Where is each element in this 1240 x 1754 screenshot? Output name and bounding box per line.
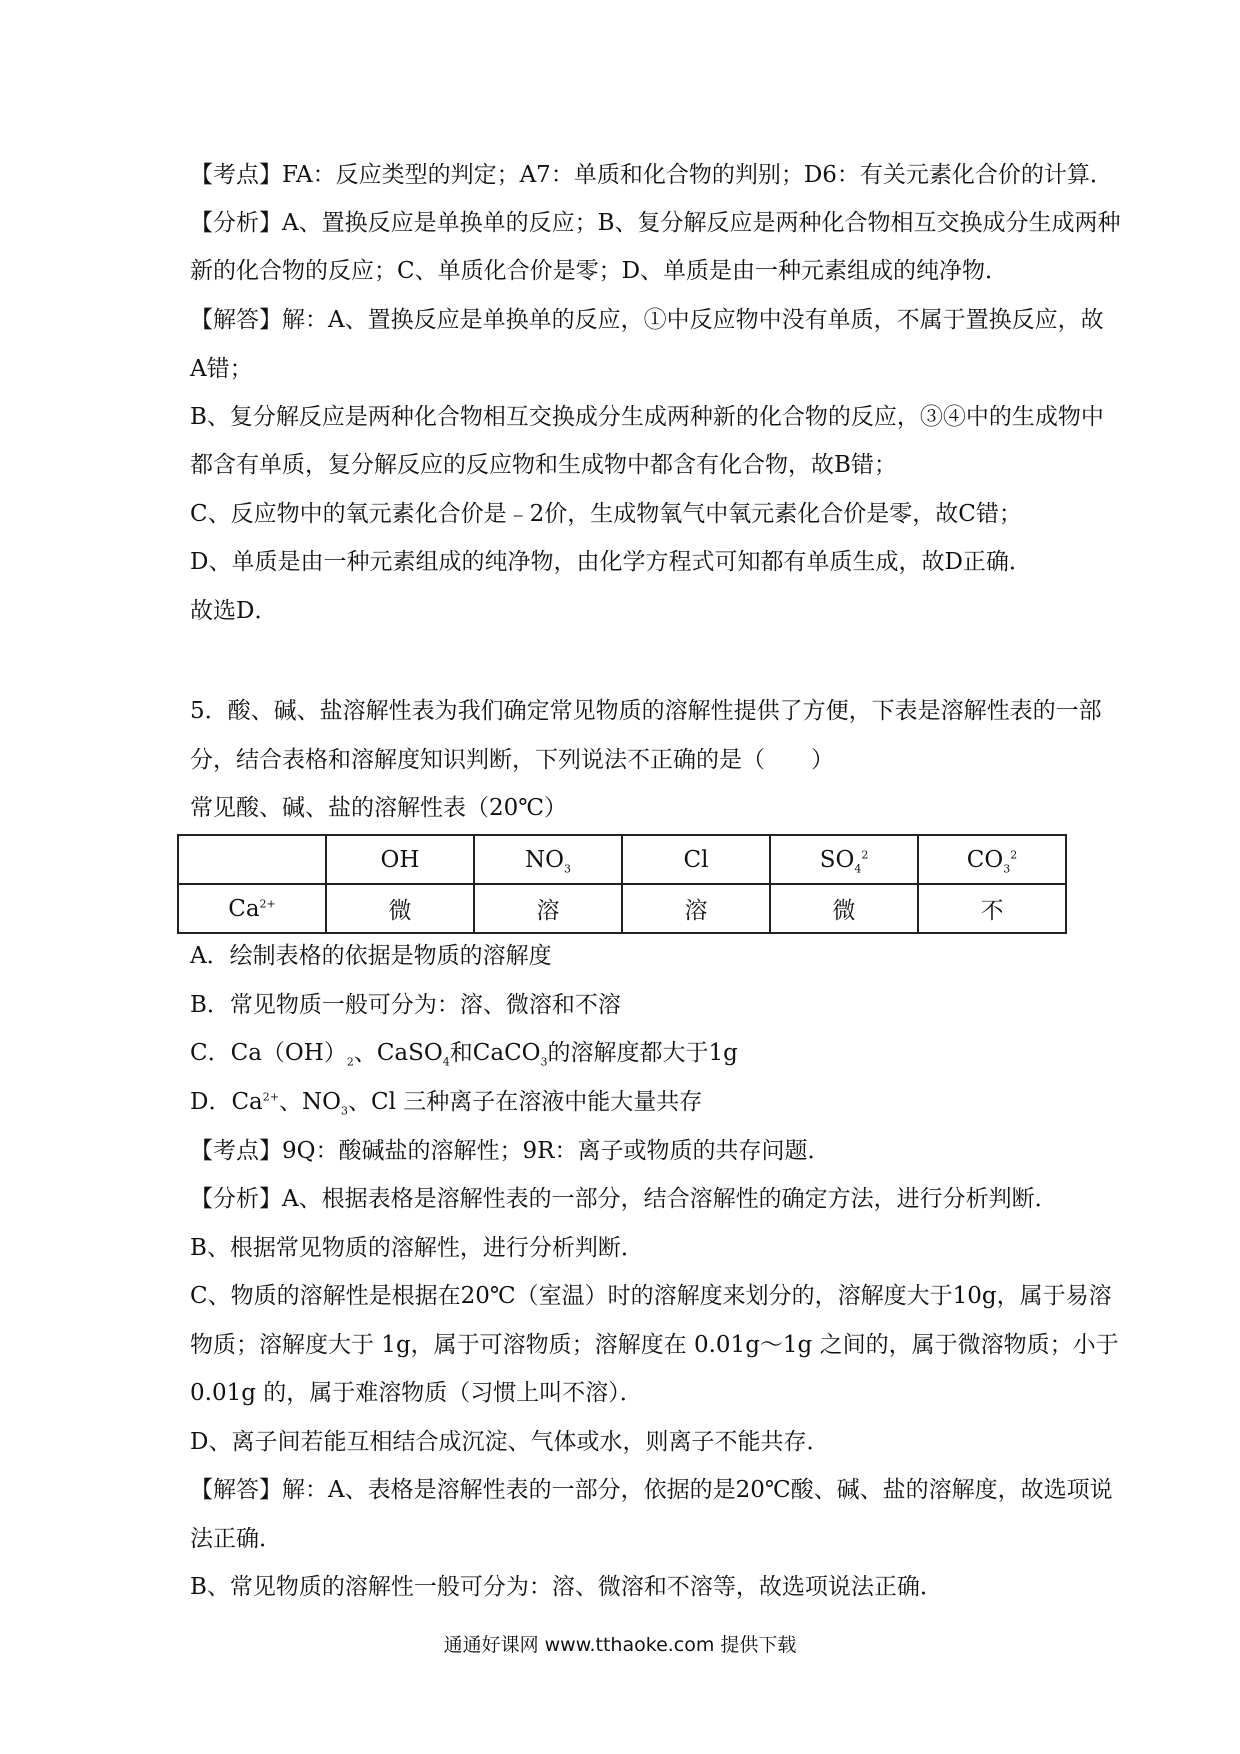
table-cell: 微 — [326, 884, 474, 933]
table-header-cell: $NO_3$ — [474, 835, 622, 884]
page-footer: 通通好课网 www.tthaoke.com 提供下载 — [443, 1634, 797, 1656]
q5-option-b: B．常见物质一般可分为：溶、微溶和不溶 — [190, 992, 621, 1018]
q5-jieda-line-2: 法正确． — [190, 1526, 282, 1552]
q5-fenxi-line-5: 0.01g 的，属于难溶物质（习惯上叫不溶）． — [190, 1380, 643, 1406]
table-header-cell: Cl — [622, 835, 770, 884]
q4-jieda-line-4: 都含有单质，复分解反应的反应物和生成物中都含有化合物，故B错； — [190, 452, 897, 478]
q5-fenxi-line-3: C、物质的溶解性是根据在20℃（室温）时的溶解度来划分的，溶解度大于10g，属于易溶 — [190, 1283, 1112, 1309]
q5-jieda-line-3: B、常见物质的溶解性一般可分为：溶、微溶和不溶等，故选项说法正确． — [190, 1574, 943, 1600]
table-cell: 微 — [770, 884, 918, 933]
q5-kaodian: 【考点】9Q：酸碱盐的溶解性；9R：离子或物质的共存问题． — [190, 1138, 831, 1164]
q5-fenxi-line-1: 【分析】A、根据表格是溶解性表的一部分，结合溶解性的确定方法，进行分析判断． — [190, 1186, 1058, 1212]
table-cell: 溶 — [622, 884, 770, 933]
q4-jieda-line-2: A错； — [190, 356, 253, 382]
table-row — [178, 884, 1066, 933]
table-row-label: $Ca^{2+}$ — [178, 884, 326, 933]
q5-option-c: C．$Ca(OH)_2$、CaSO$_4$和CaCO$_3$的溶解度都大于1g — [190, 1040, 738, 1069]
q5-fenxi-line-6: D、离子间若能互相结合成沉淀、气体或水，则离子不能共存． — [190, 1429, 830, 1455]
q4-kaodian: 【考点】FA：反应类型的判定；A7：单质和化合物的判别；D6：有关元素化合价的计算． — [190, 162, 1113, 188]
q5-stem-line-1: 5．酸、碱、盐溶解性表为我们确定常见物质的溶解性提供了方便，下表是溶解性表的一部 — [190, 698, 1102, 724]
q4-jieda-line-5: C、反应物中的氧元素化合价是﹣2价，生成物氧气中氧元素化合价是零，故C错； — [190, 501, 1022, 527]
table-cell: 不 — [918, 884, 1066, 933]
q5-table-caption: 常见酸、碱、盐的溶解性表（20℃） — [190, 795, 567, 821]
q4-answer: 故选D． — [190, 598, 278, 624]
q4-jieda-line-6: D、单质是由一种元素组成的纯净物，由化学方程式可知都有单质生成，故D正确． — [190, 549, 1032, 575]
q5-option-d: D．$Ca^{2+}$、$NO_3$、Cl 三种离子在溶液中能大量共存 — [190, 1089, 703, 1118]
table-corner-cell — [178, 835, 326, 884]
table-cell: 溶 — [474, 884, 622, 933]
q4-jieda-line-1: 【解答】解：A、置换反应是单换单的反应，①中反应物中没有单质，不属于置换反应，故 — [190, 307, 1104, 333]
q5-option-a: A．绘制表格的依据是物质的溶解度 — [190, 943, 552, 969]
q4-fenxi-line-1: 【分析】A、置换反应是单换单的反应；B、复分解反应是两种化合物相互交换成分生成两种 — [190, 210, 1121, 236]
q5-fenxi-line-2: B、根据常见物质的溶解性，进行分析判断． — [190, 1235, 644, 1261]
table-header-cell: $CO_3^2$ — [918, 835, 1066, 884]
table-header-cell: OH — [326, 835, 474, 884]
q5-jieda-line-1: 【解答】解：A、表格是溶解性表的一部分，依据的是20℃酸、碱、盐的溶解度，故选项说 — [190, 1477, 1113, 1503]
solubility-table — [177, 834, 1067, 934]
q5-fenxi-line-4: 物质；溶解度大于 1g，属于可溶物质；溶解度在 0.01g～1g 之间的，属于微溶物质；小于 — [190, 1332, 1119, 1358]
table-header-cell: $SO_4^2$ — [770, 835, 918, 884]
table-header-row — [178, 835, 1066, 884]
q4-jieda-line-3: B、复分解反应是两种化合物相互交换成分生成两种新的化合物的反应，③④中的生成物中 — [190, 404, 1104, 430]
q4-fenxi-line-2: 新的化合物的反应；C、单质化合价是零；D、单质是由一种元素组成的纯净物． — [190, 258, 1009, 284]
q5-stem-line-2: 分，结合表格和溶解度知识判断，下列说法不正确的是（ ） — [190, 747, 834, 773]
